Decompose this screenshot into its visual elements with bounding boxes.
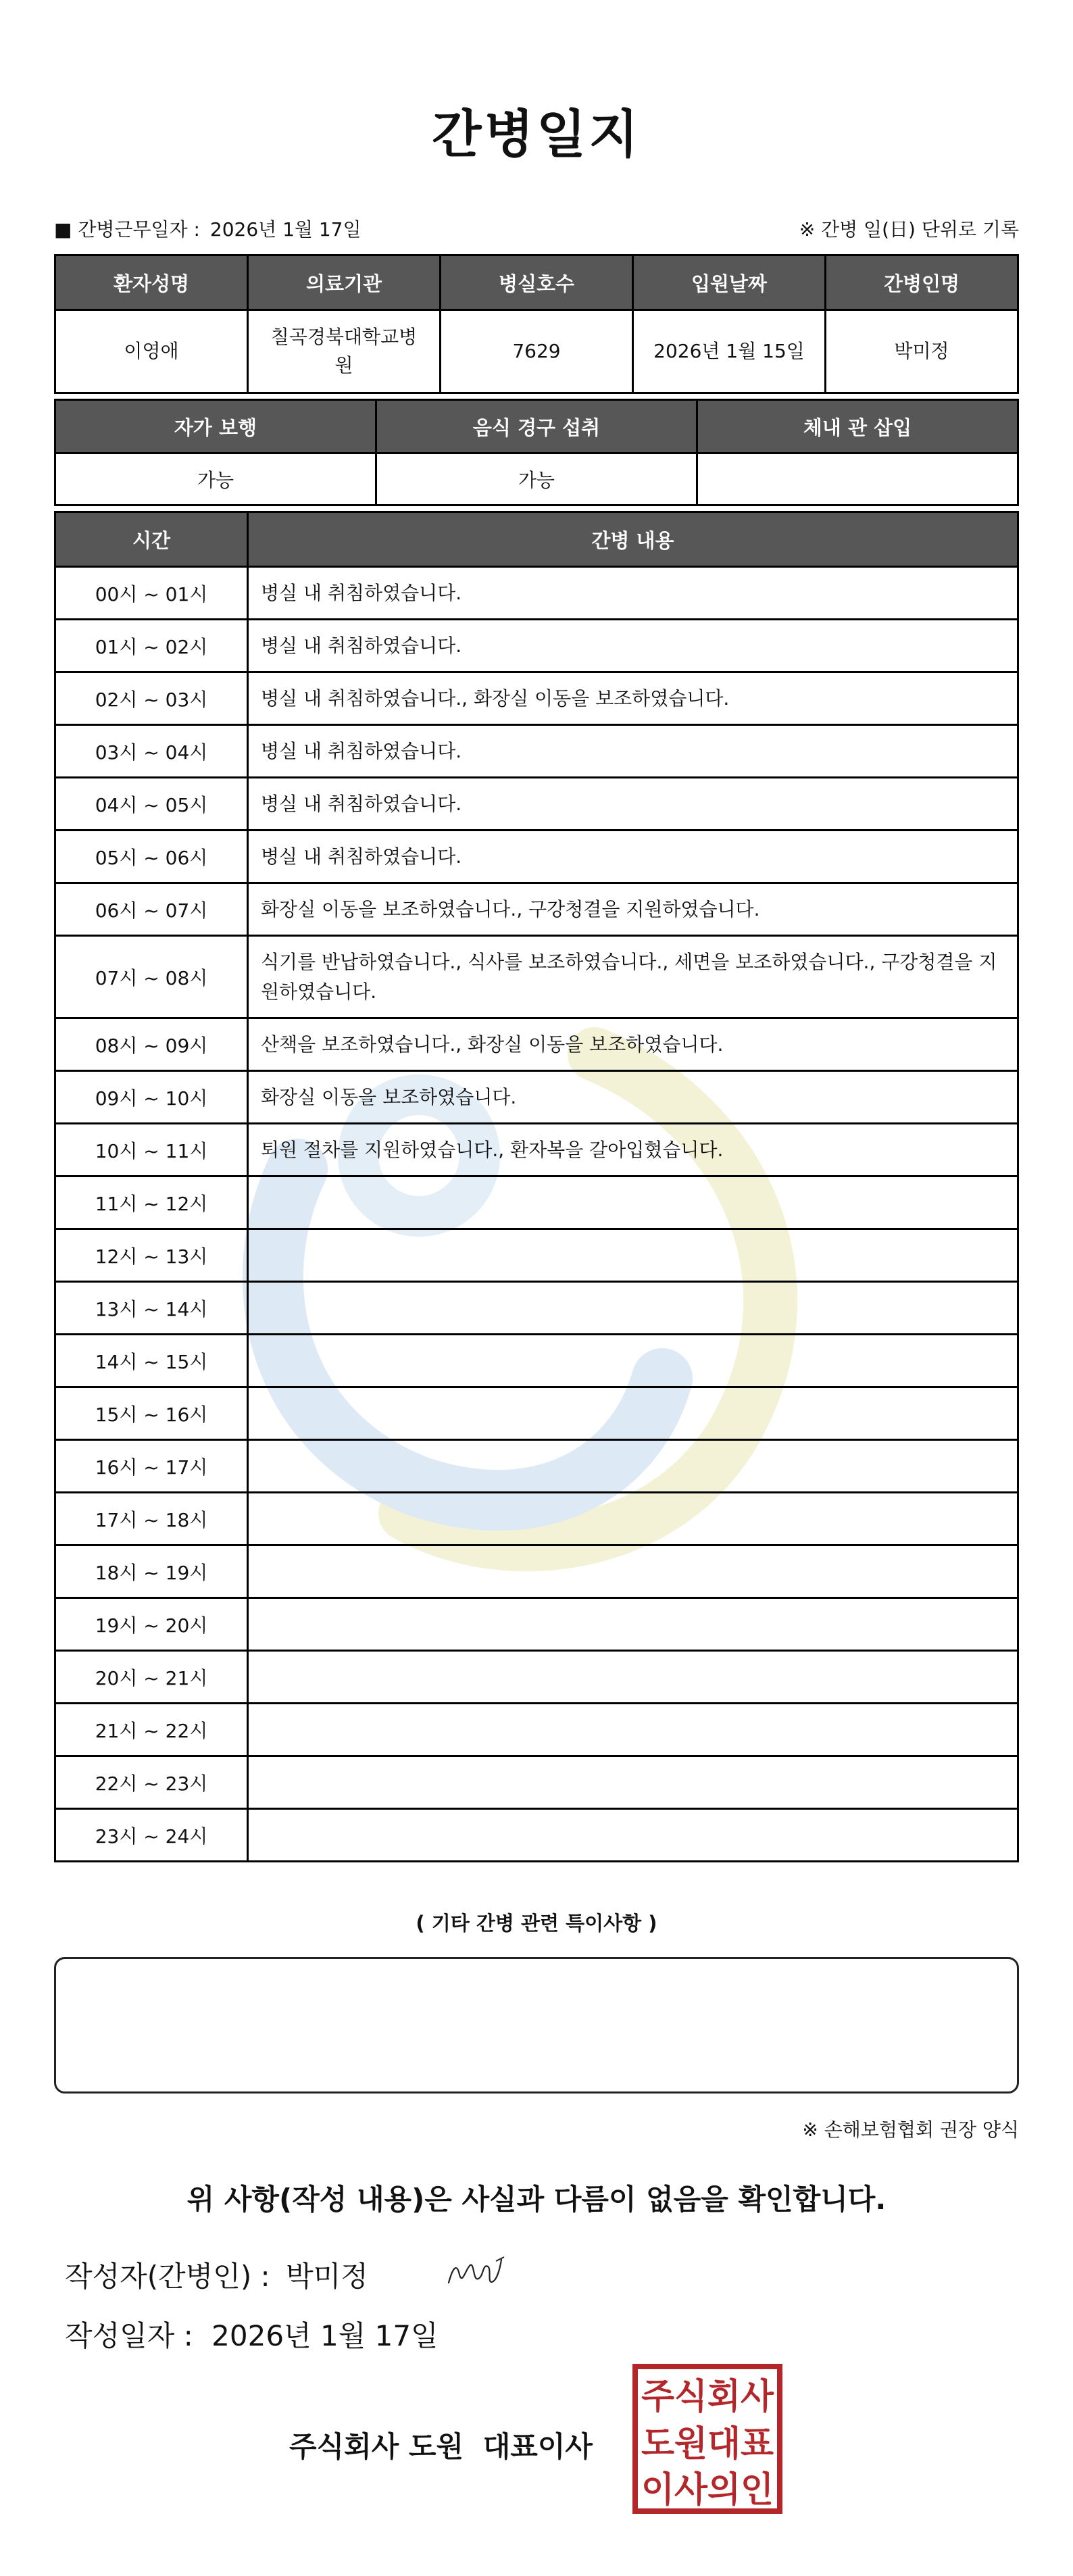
log-content (248, 1704, 1018, 1756)
log-time: 20시 ~ 21시 (55, 1651, 248, 1704)
log-content (248, 1598, 1018, 1651)
recommend-note: ※ 손해보험협회 권장 양식 (802, 2119, 1019, 2141)
seal-line-1: 주식회사 (641, 2377, 774, 2417)
log-content (248, 1176, 1018, 1229)
header-hospital: 의료기관 (248, 255, 441, 310)
admission-date: 2026년 1월 15일 (633, 310, 826, 393)
tube-insertion-value (697, 453, 1018, 505)
header-care-content: 간병 내용 (248, 512, 1018, 567)
log-body (55, 567, 1018, 1862)
log-row (55, 1598, 1018, 1651)
care-log-table (54, 511, 1019, 1862)
room-number: 7629 (441, 310, 633, 393)
log-content: 식기를 반납하였습니다., 식사를 보조하였습니다., 세면을 보조하였습니다., 구강청결을 지원하였습니다. (248, 936, 1018, 1018)
log-row (55, 1440, 1018, 1493)
log-row (55, 778, 1018, 831)
write-date-line (65, 2314, 439, 2354)
log-row (55, 1387, 1018, 1440)
header-tube-insertion: 체내 관 삽입 (697, 400, 1018, 453)
signature-image (443, 2248, 511, 2295)
log-content: 병실 내 취침하였습니다. (248, 567, 1018, 620)
log-content: 병실 내 취침하였습니다., 화장실 이동을 보조하였습니다. (248, 672, 1018, 725)
log-content: 병실 내 취침하였습니다. (248, 725, 1018, 778)
log-time: 03시 ~ 04시 (55, 725, 248, 778)
log-header-row (55, 512, 1018, 567)
log-time: 00시 ~ 01시 (55, 567, 248, 620)
log-time: 21시 ~ 22시 (55, 1704, 248, 1756)
log-row (55, 1229, 1018, 1282)
log-time: 22시 ~ 23시 (55, 1756, 248, 1809)
log-row (55, 1176, 1018, 1229)
log-content: 화장실 이동을 보조하였습니다., 구강청결을 지원하였습니다. (248, 883, 1018, 936)
header-time: 시간 (55, 512, 248, 567)
log-content (248, 1440, 1018, 1493)
log-time: 02시 ~ 03시 (55, 672, 248, 725)
patient-header-row (55, 255, 1018, 310)
log-row (55, 1704, 1018, 1756)
work-date-row (54, 215, 1019, 242)
page-title: 간병일지 (432, 104, 641, 164)
log-row (55, 1493, 1018, 1545)
log-row (55, 1809, 1018, 1862)
log-content: 퇴원 절차를 지원하였습니다., 환자복을 갈아입혔습니다. (248, 1124, 1018, 1176)
work-date-value: 2026년 1월 17일 (209, 218, 361, 241)
caregiver-name: 박미정 (826, 310, 1018, 393)
header-patient-name: 환자성명 (55, 255, 248, 310)
log-row (55, 567, 1018, 620)
writer-name: 박미정 (286, 2260, 368, 2293)
status-header-row (55, 400, 1018, 453)
log-content: 병실 내 취침하였습니다. (248, 620, 1018, 672)
log-time: 10시 ~ 11시 (55, 1124, 248, 1176)
writer-line (65, 2254, 375, 2295)
log-time: 18시 ~ 19시 (55, 1545, 248, 1598)
log-time: 12시 ~ 13시 (55, 1229, 248, 1282)
header-oral-intake: 음식 경구 섭취 (376, 400, 697, 453)
self-walking-value: 가능 (55, 453, 376, 505)
log-row (55, 1756, 1018, 1809)
patient-status-table (54, 399, 1019, 506)
company-seal (631, 2362, 784, 2515)
seal-line-3: 이사의인 (641, 2470, 774, 2510)
log-time: 14시 ~ 15시 (55, 1335, 248, 1387)
log-time: 07시 ~ 08시 (55, 936, 248, 1018)
oral-intake-value: 가능 (376, 453, 697, 505)
log-time: 09시 ~ 10시 (55, 1071, 248, 1124)
unit-note: ※ 간병 일(日) 단위로 기록 (799, 218, 1019, 241)
log-time: 06시 ~ 07시 (55, 883, 248, 936)
log-row (55, 672, 1018, 725)
company-role: 대표이사 (482, 2430, 593, 2463)
log-row (55, 1545, 1018, 1598)
log-time: 05시 ~ 06시 (55, 831, 248, 883)
log-row (55, 1651, 1018, 1704)
log-row (55, 1282, 1018, 1335)
remarks-label: ( 기타 간병 관련 특이사항 ) (416, 1912, 657, 1935)
confirm-statement: 위 사항(작성 내용)은 사실과 다름이 없음을 확인합니다. (186, 2183, 887, 2216)
log-row (55, 1335, 1018, 1387)
log-row (55, 725, 1018, 778)
log-content (248, 1335, 1018, 1387)
header-admission-date: 입원날짜 (633, 255, 826, 310)
log-content (248, 1387, 1018, 1440)
log-content (248, 1651, 1018, 1704)
log-row (55, 1018, 1018, 1071)
log-time: 04시 ~ 05시 (55, 778, 248, 831)
write-date-label: 작성일자 : (65, 2319, 193, 2352)
log-time: 17시 ~ 18시 (55, 1493, 248, 1545)
log-content (248, 1809, 1018, 1862)
log-time: 13시 ~ 14시 (55, 1282, 248, 1335)
log-time: 23시 ~ 24시 (55, 1809, 248, 1862)
log-row (55, 620, 1018, 672)
header-caregiver: 간병인명 (826, 255, 1018, 310)
patient-value-row (55, 310, 1018, 393)
log-row (55, 831, 1018, 883)
remarks-box (54, 1957, 1019, 2094)
log-content (248, 1229, 1018, 1282)
log-time: 11시 ~ 12시 (55, 1176, 248, 1229)
log-content: 화장실 이동을 보조하였습니다. (248, 1071, 1018, 1124)
log-content (248, 1493, 1018, 1545)
work-date-info (54, 215, 366, 242)
company-signature (289, 2425, 602, 2465)
seal-line-2: 도원대표 (641, 2424, 774, 2464)
header-self-walking: 자가 보행 (55, 400, 376, 453)
log-content: 산책을 보조하였습니다., 화장실 이동을 보조하였습니다. (248, 1018, 1018, 1071)
log-content (248, 1282, 1018, 1335)
log-content: 병실 내 취침하였습니다. (248, 778, 1018, 831)
log-time: 08시 ~ 09시 (55, 1018, 248, 1071)
write-date-value: 2026년 1월 17일 (211, 2319, 439, 2352)
log-content (248, 1756, 1018, 1809)
status-value-row (55, 453, 1018, 505)
company-name: 주식회사 도원 (289, 2430, 464, 2463)
writer-label: 작성자(간병인) : (65, 2260, 270, 2293)
log-row (55, 883, 1018, 936)
log-row (55, 936, 1018, 1018)
log-time: 01시 ~ 02시 (55, 620, 248, 672)
hospital-name: 칠곡경북대학교병원 (248, 310, 441, 393)
header-room: 병실호수 (441, 255, 633, 310)
log-time: 19시 ~ 20시 (55, 1598, 248, 1651)
work-date-label: ■ 간병근무일자 : (54, 218, 200, 241)
log-content (248, 1545, 1018, 1598)
log-time: 15시 ~ 16시 (55, 1387, 248, 1440)
log-row (55, 1124, 1018, 1176)
log-row (55, 1071, 1018, 1124)
log-content: 병실 내 취침하였습니다. (248, 831, 1018, 883)
log-time: 16시 ~ 17시 (55, 1440, 248, 1493)
patient-name: 이영애 (55, 310, 248, 393)
patient-info-table (54, 254, 1019, 394)
